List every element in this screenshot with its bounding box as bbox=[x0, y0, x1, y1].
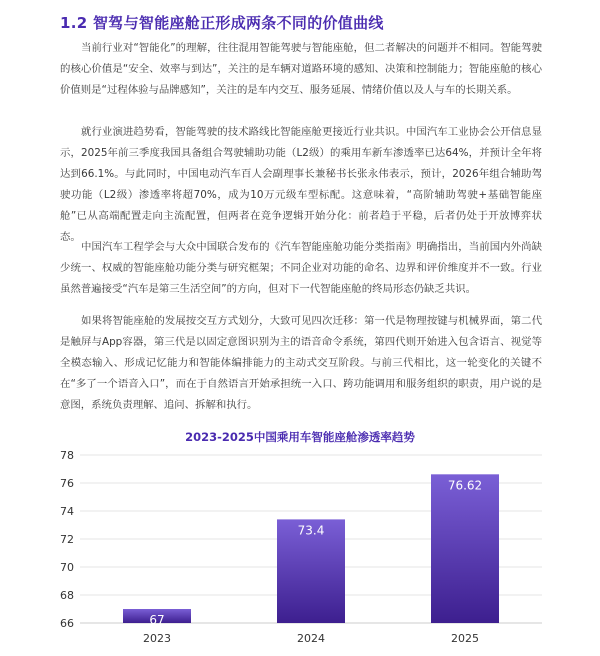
y-tick-label: 70 bbox=[60, 561, 74, 574]
y-tick-label: 76 bbox=[60, 477, 74, 490]
y-tick-label: 78 bbox=[60, 449, 74, 462]
paragraph-2: 就行业演进趋势看，智能驾驶的技术路线比智能座舱更接近行业共识。中国汽车工业协会公开信息显示，2025年前三季度我国具备组合驾驶辅助功能（L2级）的乘用车新车渗透率已达64%，并预计全年将达到66.1%。与此同时，中国电动汽车百人会副理事长兼秘书长张永伟表示，预计，2026年组合辅助驾驶功能（L2级）渗透率将超70%，成为10万元级车型标配。这意味着，“高阶辅助驾驶+基础智能座舱”已从高端配置走向主流配置，但两者在竞争逻辑开始分化：前者趋于平稳，后者仍处于开放博弈状态。 bbox=[60, 126, 542, 243]
y-tick-label: 72 bbox=[60, 533, 74, 546]
x-tick-label: 2025 bbox=[451, 632, 479, 645]
x-tick-label: 2024 bbox=[297, 632, 325, 645]
bar-2025 bbox=[431, 474, 499, 623]
bar-value-label: 73.4 bbox=[297, 523, 325, 538]
y-tick-label: 68 bbox=[60, 589, 74, 602]
section-heading: 1.2 智驾与智能座舱正形成两条不同的价值曲线 bbox=[60, 14, 384, 32]
y-tick-label: 66 bbox=[60, 617, 74, 630]
paragraph-1: 当前行业对“智能化”的理解，往往混用智能驾驶与智能座舱，但二者解决的问题并不相同。智能驾驶的核心价值是“安全、效率与到达”，关注的是车辆对道路环境的感知、决策和控制能力；智能座舱的核心价值则是“过程体验与品牌感知”，关注的是车内交互、服务延展、情绪价值以及人与车的长期关系。 bbox=[60, 42, 542, 96]
chart-bars bbox=[123, 474, 499, 623]
chart-title: 2023-2025中国乘用车智能座舱渗透率趋势 bbox=[185, 430, 415, 444]
paragraph-4: 如果将智能座舱的发展按交互方式划分，大致可见四次迁移：第一代是物理按键与机械界面，第二代是触屏与App容器，第三代是以固定意图识别为主的语音命令系统，第四代则开始进入包含语言、视觉等全模态输入、形成记忆能力和智能体编排能力的主动式交互阶段。与前三代相比，这一轮变化的关键不在“多了一个语音入口”，而在于自然语言开始承担统一入口、跨功能调用和服务组织的职责，用户说的是意图，系统负责理解、追问、拆解和执行。 bbox=[60, 315, 542, 411]
bar-value-label: 67 bbox=[149, 613, 165, 627]
y-tick-label: 74 bbox=[60, 505, 74, 518]
bar-value-label: 76.62 bbox=[447, 478, 483, 493]
x-tick-label: 2023 bbox=[143, 632, 171, 645]
paragraph-3: 中国汽车工程学会与大众中国联合发布的《汽车智能座舱功能分类指南》明确指出，当前国内外尚缺少统一、权威的智能座舱功能分类与研究框架；不同企业对功能的命名、边界和评价维度并不一致。行业虽然普遍接受“汽车是第三生活空间”的方向，但对下一代智能座舱的终局形态仍缺乏共识。 bbox=[60, 241, 542, 295]
